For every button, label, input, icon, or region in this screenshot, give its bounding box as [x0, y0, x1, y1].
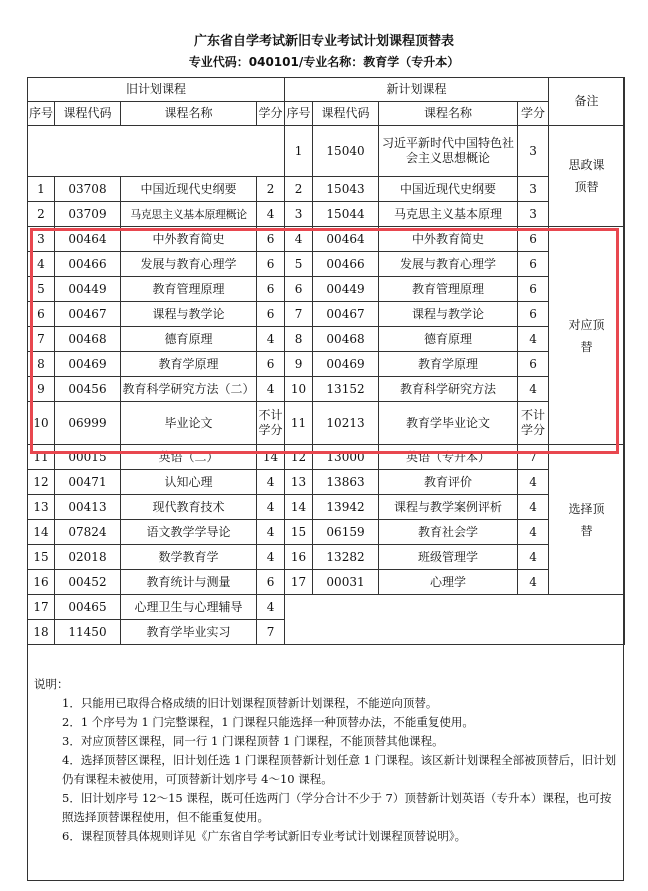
remarks-cell: 选择顶替: [549, 445, 625, 595]
old-name-cell: 发展与教育心理学: [121, 252, 257, 277]
new-seq-cell: 2: [285, 177, 313, 202]
old-credit-cell: 6: [257, 227, 285, 252]
table-row: [28, 495, 625, 520]
old-code-cell: 06999: [55, 402, 121, 445]
old-code-cell: 00449: [55, 277, 121, 302]
new-seq-cell: 6: [285, 277, 313, 302]
new-name-cell: 班级管理学: [379, 545, 518, 570]
old-credit-cell: 2: [257, 177, 285, 202]
table-row: [28, 595, 625, 620]
table-row: [28, 545, 625, 570]
old-name-cell: 马克思主义基本原理概论: [121, 202, 257, 227]
table-row: [28, 327, 625, 352]
notes-heading: 说明：: [34, 677, 69, 691]
old-code-cell: 11450: [55, 620, 121, 645]
new-code-cell: 00467: [313, 302, 379, 327]
old-seq-cell: 10: [28, 402, 55, 445]
old-credit-cell: 6: [257, 252, 285, 277]
old-credit-header: 学分: [257, 102, 285, 126]
table-row: [28, 520, 625, 545]
old-credit-cell: 4: [257, 202, 285, 227]
new-name-cell: 发展与教育心理学: [379, 252, 518, 277]
old-credit-cell: 7: [257, 620, 285, 645]
new-credit-cell: 不计学分: [518, 402, 549, 445]
old-credit-cell: 4: [257, 595, 285, 620]
old-code-cell: 00466: [55, 252, 121, 277]
old-code-cell: 00471: [55, 470, 121, 495]
old-credit-cell: 6: [257, 302, 285, 327]
old-credit-cell: 4: [257, 327, 285, 352]
new-credit-cell: 4: [518, 520, 549, 545]
new-seq-cell: 16: [285, 545, 313, 570]
note-item: 3．对应顶替区课程，同一行 1 门课程顶替 1 门课程，不能顶替其他课程。: [62, 734, 444, 748]
old-name-cell: 数学教育学: [121, 545, 257, 570]
old-name-cell: 毕业论文: [121, 402, 257, 445]
new-code-cell: 13863: [313, 470, 379, 495]
new-credit-cell: 4: [518, 570, 549, 595]
old-name-cell: 教育学毕业实习: [121, 620, 257, 645]
old-code-cell: 00468: [55, 327, 121, 352]
old-seq-cell: 5: [28, 277, 55, 302]
old-seq-cell: 4: [28, 252, 55, 277]
new-credit-cell: 7: [518, 445, 549, 470]
new-credit-cell: 4: [518, 327, 549, 352]
old-name-cell: 课程与教学论: [121, 302, 257, 327]
new-seq-cell: 10: [285, 377, 313, 402]
new-name-cell: 教育学毕业论文: [379, 402, 518, 445]
old-code-cell: 00469: [55, 352, 121, 377]
old-code-cell: 00464: [55, 227, 121, 252]
new-code-cell: 00466: [313, 252, 379, 277]
old-name-cell: 德育原理: [121, 327, 257, 352]
note-item: 6．课程顶替具体规则详见《广东省自学考试新旧专业考试计划课程顶替说明》。: [62, 829, 467, 843]
new-credit-cell: 6: [518, 252, 549, 277]
old-credit-cell: 6: [257, 277, 285, 302]
note-item: 2．1 个序号为 1 门完整课程，1 门课程只能选择一种顶替办法，不能重复使用。: [62, 715, 474, 729]
new-code-cell: 13282: [313, 545, 379, 570]
new-name-cell: 教育科学研究方法: [379, 377, 518, 402]
old-credit-cell: 6: [257, 570, 285, 595]
new-name-cell: 马克思主义基本原理: [379, 202, 518, 227]
new-credit-cell: 4: [518, 545, 549, 570]
new-seq-cell: 14: [285, 495, 313, 520]
old-seq-cell: 11: [28, 445, 55, 470]
old-name-cell: 教育学原理: [121, 352, 257, 377]
remarks-cell: 对应顶替: [549, 227, 625, 445]
document-title: 广东省自学考试新旧专业考试计划课程顶替表: [193, 34, 454, 49]
old-seq-cell: 12: [28, 470, 55, 495]
old-seq-cell: 3: [28, 227, 55, 252]
old-credit-cell: 4: [257, 520, 285, 545]
new-plan-header: 新计划课程: [285, 78, 549, 102]
table-row: [28, 252, 625, 277]
old-code-cell: 00467: [55, 302, 121, 327]
new-credit-cell: 3: [518, 202, 549, 227]
old-name-cell: 中国近现代史纲要: [121, 177, 257, 202]
old-name-cell: 教育科学研究方法（二）: [121, 377, 257, 402]
remarks-cell: 思政课顶替: [549, 126, 625, 227]
old-credit-cell: 4: [257, 470, 285, 495]
new-name-cell: 教育学原理: [379, 352, 518, 377]
new-seq-cell: 11: [285, 402, 313, 445]
old-code-cell: 07824: [55, 520, 121, 545]
new-seq-cell: 4: [285, 227, 313, 252]
new-seq-cell: 7: [285, 302, 313, 327]
new-code-cell: 00031: [313, 570, 379, 595]
new-name-cell: 英语（专升本）: [379, 445, 518, 470]
new-name-cell: 心理学: [379, 570, 518, 595]
new-name-cell: 教育评价: [379, 470, 518, 495]
old-code-cell: 02018: [55, 545, 121, 570]
old-seq-cell: 13: [28, 495, 55, 520]
table-row: [28, 445, 625, 470]
old-code-cell: 00413: [55, 495, 121, 520]
old-code-cell: 00465: [55, 595, 121, 620]
table-row: [28, 277, 625, 302]
new-credit-cell: 6: [518, 302, 549, 327]
new-seq-cell: 8: [285, 327, 313, 352]
old-code-cell: 03709: [55, 202, 121, 227]
old-seq-cell: 8: [28, 352, 55, 377]
new-seq-cell: 5: [285, 252, 313, 277]
new-name-cell: 习近平新时代中国特色社会主义思想概论: [379, 126, 518, 177]
new-code-cell: 06159: [313, 520, 379, 545]
new-credit-cell: 4: [518, 377, 549, 402]
table-row: [28, 177, 625, 202]
old-code-cell: 00015: [55, 445, 121, 470]
new-name-cell: 课程与教学案例评析: [379, 495, 518, 520]
old-seq-cell: 16: [28, 570, 55, 595]
new-seq-cell: 3: [285, 202, 313, 227]
table-row: [28, 570, 625, 595]
old-seq-cell: 1: [28, 177, 55, 202]
old-name-cell: 现代教育技术: [121, 495, 257, 520]
old-seq-header: 序号: [28, 102, 55, 126]
new-credit-cell: 6: [518, 277, 549, 302]
old-empty-cell: [28, 126, 285, 177]
new-name-header: 课程名称: [379, 102, 518, 126]
new-code-cell: 00464: [313, 227, 379, 252]
old-seq-cell: 15: [28, 545, 55, 570]
new-code-cell: 10213: [313, 402, 379, 445]
old-credit-cell: 4: [257, 495, 285, 520]
old-credit-cell: 14: [257, 445, 285, 470]
old-credit-cell: 4: [257, 545, 285, 570]
new-code-cell: 00468: [313, 327, 379, 352]
new-name-cell: 德育原理: [379, 327, 518, 352]
new-credit-cell: 3: [518, 177, 549, 202]
new-code-header: 课程代码: [313, 102, 379, 126]
old-name-cell: 教育统计与测量: [121, 570, 257, 595]
new-seq-cell: 12: [285, 445, 313, 470]
old-seq-cell: 18: [28, 620, 55, 645]
table-row: [28, 470, 625, 495]
old-name-cell: 中外教育简史: [121, 227, 257, 252]
old-seq-cell: 6: [28, 302, 55, 327]
new-empty-cell: [285, 595, 625, 645]
table-row: [28, 352, 625, 377]
old-credit-cell: 6: [257, 352, 285, 377]
note-item: 4．选择顶替区课程，旧计划任选 1 门课程顶替新计划任意 1 门课程。该区新计划课程全部被顶替后，旧计划仍有课程未被使用，可顶替新计划序号 4～10 课程。: [62, 753, 617, 786]
new-credit-cell: 6: [518, 227, 549, 252]
old-seq-cell: 2: [28, 202, 55, 227]
old-seq-cell: 14: [28, 520, 55, 545]
old-name-header: 课程名称: [121, 102, 257, 126]
old-credit-cell: 不计学分: [257, 402, 285, 445]
new-code-cell: 00449: [313, 277, 379, 302]
table-row: [28, 227, 625, 252]
note-item: 1．只能用已取得合格成绩的旧计划课程顶替新计划课程，不能逆向顶替。: [62, 696, 438, 710]
notes-section: [34, 675, 620, 846]
old-name-cell: 认知心理: [121, 470, 257, 495]
new-name-cell: 课程与教学论: [379, 302, 518, 327]
new-code-cell: 00469: [313, 352, 379, 377]
new-seq-cell: 15: [285, 520, 313, 545]
new-code-cell: 13942: [313, 495, 379, 520]
old-name-cell: 英语（二）: [121, 445, 257, 470]
old-seq-cell: 7: [28, 327, 55, 352]
new-name-cell: 教育社会学: [379, 520, 518, 545]
new-credit-cell: 6: [518, 352, 549, 377]
new-seq-header: 序号: [285, 102, 313, 126]
table-row: [28, 202, 625, 227]
old-name-cell: 心理卫生与心理辅导: [121, 595, 257, 620]
document-subtitle: 专业代码：040101/专业名称：教育学（专升本）: [188, 55, 460, 69]
old-code-cell: 00456: [55, 377, 121, 402]
new-credit-cell: 3: [518, 126, 549, 177]
new-credit-cell: 4: [518, 495, 549, 520]
new-seq-cell: 9: [285, 352, 313, 377]
old-seq-cell: 9: [28, 377, 55, 402]
new-seq-cell: 13: [285, 470, 313, 495]
table-row: [28, 126, 625, 177]
course-replacement-table: [27, 77, 625, 645]
old-code-cell: 03708: [55, 177, 121, 202]
old-plan-header: 旧计划课程: [28, 78, 285, 102]
old-code-cell: 00452: [55, 570, 121, 595]
old-code-header: 课程代码: [55, 102, 121, 126]
remarks-header: 备注: [549, 78, 625, 126]
new-code-cell: 15040: [313, 126, 379, 177]
new-seq-cell: 17: [285, 570, 313, 595]
table-row: [28, 302, 625, 327]
new-name-cell: 中国近现代史纲要: [379, 177, 518, 202]
new-name-cell: 教育管理原理: [379, 277, 518, 302]
table-row: [28, 377, 625, 402]
old-credit-cell: 4: [257, 377, 285, 402]
new-code-cell: 15043: [313, 177, 379, 202]
old-name-cell: 语文教学学导论: [121, 520, 257, 545]
new-name-cell: 中外教育简史: [379, 227, 518, 252]
new-code-cell: 13152: [313, 377, 379, 402]
new-code-cell: 15044: [313, 202, 379, 227]
table-row: [28, 402, 625, 445]
new-credit-cell: 4: [518, 470, 549, 495]
new-code-cell: 13000: [313, 445, 379, 470]
old-seq-cell: 17: [28, 595, 55, 620]
note-item: 5．旧计划序号 12～15 课程，既可任选两门（学分合计不少于 7）顶替新计划英语（专升本）课程，也可按照选择顶替课程使用，但不能重复使用。: [62, 791, 612, 824]
new-seq-cell: 1: [285, 126, 313, 177]
new-credit-header: 学分: [518, 102, 549, 126]
old-name-cell: 教育管理原理: [121, 277, 257, 302]
